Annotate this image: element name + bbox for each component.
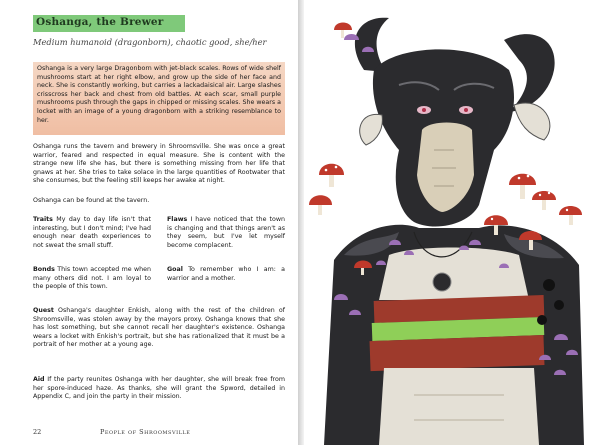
locket [433,273,451,291]
aid-label: Aid [33,376,45,383]
bonds-label: Bonds [33,266,55,273]
aid-paragraph [33,376,285,402]
flaws-label: Flaws [167,216,188,223]
running-footer-title: People of Shroomsville [100,428,191,436]
goal-text: To remember who I am: a warrior and a mother. [167,266,285,282]
bonds-text: This town accepted me when many others did not. I am loyal to the people of this town. [33,266,151,291]
description-box: Oshanga is a very large Dragonborn with jet-black scales. Rows of wide shelf mushrooms start at her right elbow, and grow up the side of her face and neck. She is constantly working, but carries a lackadaisical air. Large slashes crisscross her back and chest from old battles. At each scar, small purple mushrooms push through the gaps in chipped or missing scales. She wears a locket with an image of a young dragonborn with a striking resemblance to her. [33,62,285,135]
flaws-text: I have noticed that the town is changing and that things aren't as they seem, but I've let myself become complacent. [167,216,285,249]
goal-label: Goal [167,266,183,273]
traits-label: Traits [33,216,53,223]
dragonborn-portrait-illustration [304,0,600,445]
right-page [304,0,600,445]
trait-flaws [167,216,285,250]
chest [379,248,529,301]
body-paragraph-1: Oshanga runs the tavern and brewery in Shroomsville. She was once a great warrior, feared and respected in equal measure. She is content with the strange new life she has, but there is something missing from her life that gnaws at her. She tries to take solace in the large quantities of Rootwater that she consumes, but the feeling still keeps her awake at night. [33,143,285,185]
body-paragraph-2: Oshanga can be found at the tavern. [33,197,150,204]
quest-label: Quest [33,307,54,314]
traits-grid [33,216,285,298]
page-number: 22 [33,428,42,436]
character-name-heading: Oshanga, the Brewer [33,15,185,32]
quest-paragraph [33,307,285,350]
quest-text: Oshanga's daughter Enkish, along with the rest of the children of Shroomsville, was stolen away by the mayors proxy. Oshanga knows that she has lost something, but she cannot recall her daughter's existence. Oshanga wears a locket with Enkish's portrait, but she has rationalized that it must be a portrait of her mother at a young age. [33,307,285,349]
trait-traits [33,216,151,250]
left-page [0,0,298,445]
character-subtitle: Medium humanoid (dragonborn), chaotic good, she/her [33,37,267,47]
traits-text: My day to day life isn't that interesting, but I don't mind; I've had enough near death experiences to not sweat the small stuff. [33,216,151,249]
trait-bonds [33,266,151,292]
aid-text: If the party reunites Oshanga with her daughter, she will break free from her spore-induced haze. As thanks, she will grant the Spword, detailed in Appendix C, and join the party in their mission. [33,376,285,401]
band-bottom [370,335,545,371]
trait-goal [167,266,285,283]
